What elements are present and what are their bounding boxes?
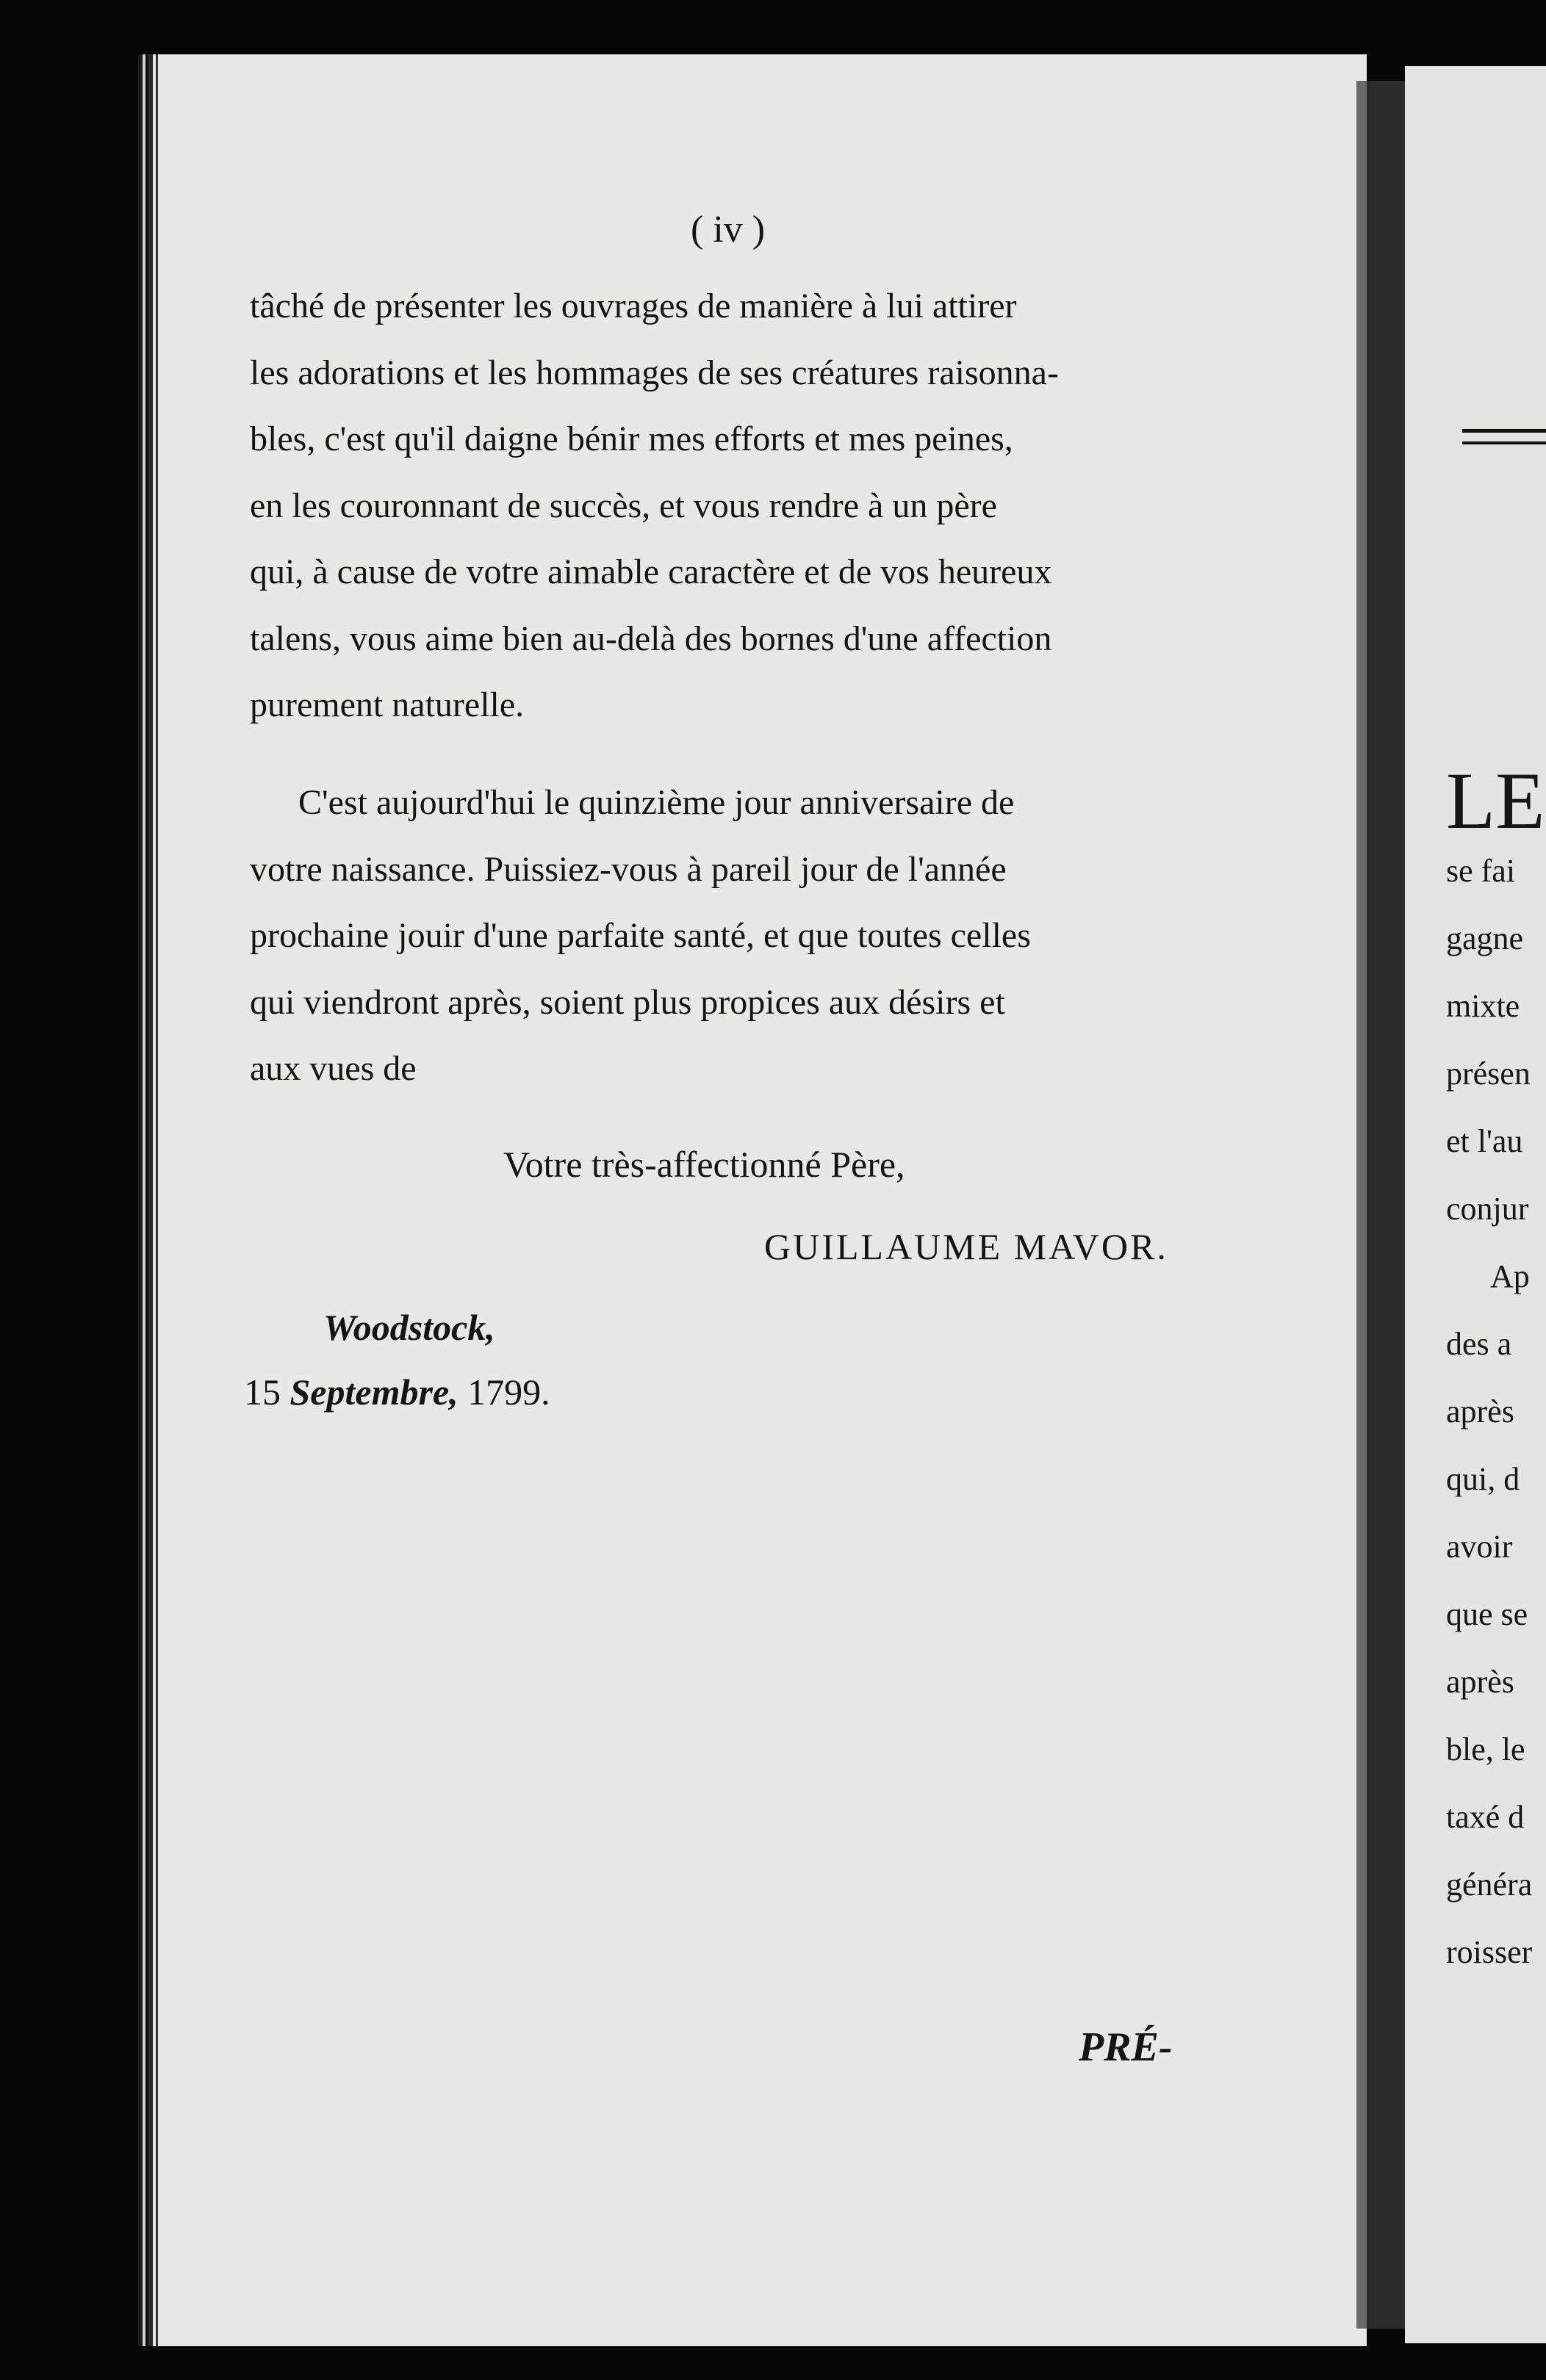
- page-number-header: ( iv ): [691, 209, 766, 250]
- text-line: votre naissance. Puissiez-vous à pareil jour de l'année: [250, 849, 1007, 889]
- facing-line: se fai: [1446, 853, 1516, 889]
- facing-line: roisser: [1446, 1934, 1533, 1970]
- facing-line: Ap: [1490, 1258, 1530, 1294]
- facing-line: gagne: [1446, 920, 1524, 956]
- paragraph-1: [250, 273, 1256, 739]
- facing-line: ble, le: [1446, 1731, 1525, 1767]
- catchword: PRÉ-: [1079, 2024, 1173, 2070]
- facing-line: avoir: [1446, 1529, 1513, 1565]
- facing-line: qui, d: [1446, 1461, 1520, 1497]
- page-edge-inner: [156, 54, 158, 2346]
- text-line: prochaine jouir d'une parfaite santé, et que toutes celles: [250, 916, 1031, 955]
- date-day: 15: [244, 1371, 281, 1413]
- facing-line: présen: [1446, 1056, 1531, 1092]
- place-line: Woodstock,: [323, 1307, 495, 1348]
- text-line: bles, c'est qu'il daigne bénir mes efforts et mes peines,: [250, 419, 1013, 458]
- facing-line: conjur: [1446, 1191, 1529, 1227]
- facing-line: généra: [1446, 1867, 1533, 1903]
- facing-line: taxé d: [1446, 1799, 1525, 1835]
- facing-line: LE: [1446, 756, 1545, 845]
- text-line: tâché de présenter les ouvrages de manière à lui attirer: [250, 286, 1017, 325]
- text-line: talens, vous aime bien au-delà des bornes d'une affection: [250, 619, 1052, 658]
- facing-line: que se: [1446, 1596, 1528, 1632]
- letter-closing: Votre très-affectionné Père,: [503, 1144, 905, 1185]
- facing-line: après: [1446, 1664, 1514, 1700]
- date-year: 1799.: [467, 1371, 550, 1413]
- facing-line: et l'au: [1446, 1123, 1523, 1159]
- text-line: qui viendront après, soient plus propices aux désirs et: [250, 982, 1005, 1022]
- facing-line: après: [1446, 1393, 1514, 1429]
- facing-line: mixte: [1446, 988, 1520, 1024]
- signature-name: GUILLAUME MAVOR.: [764, 1226, 1168, 1267]
- text-line: qui, à cause de votre aimable caractère et de vos heureux: [250, 552, 1052, 591]
- book-gutter: [1367, 81, 1405, 2329]
- date-month: Septembre,: [290, 1371, 459, 1413]
- facing-line: des a: [1446, 1326, 1512, 1362]
- text-line: les adorations et les hommages de ses créatures raisonna-: [250, 353, 1059, 392]
- page-edge: [145, 54, 148, 2346]
- facing-page-rule: [1462, 429, 1546, 444]
- paragraph-2: [250, 770, 1256, 1103]
- text-line: C'est aujourd'hui le quinzième jour anniversaire de: [298, 783, 1015, 822]
- text-line: en les couronnant de succès, et vous rendre à un père: [250, 486, 997, 525]
- facing-page-text: [1446, 756, 1545, 1986]
- text-line: purement naturelle.: [250, 685, 525, 724]
- text-line: aux vues de: [250, 1049, 417, 1088]
- date-line: [244, 1359, 550, 1426]
